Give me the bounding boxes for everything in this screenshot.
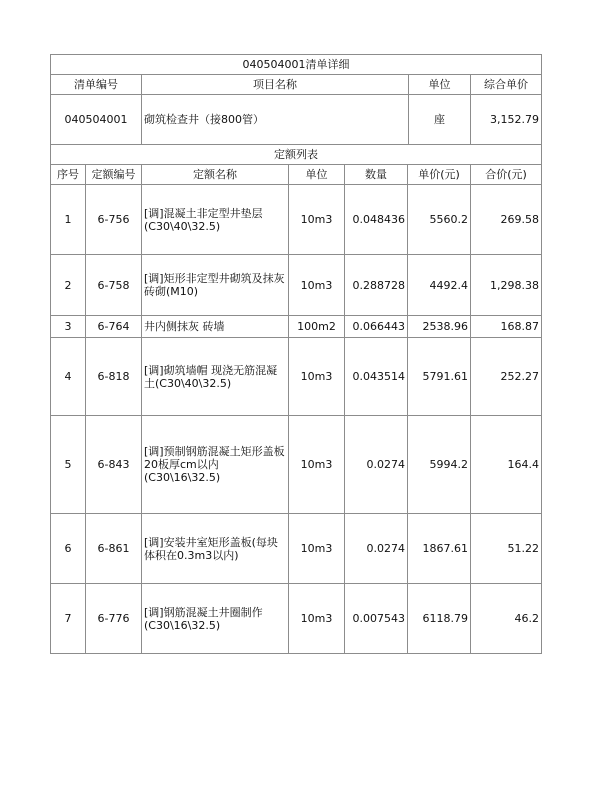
row-total: 51.22 [471,514,542,584]
row-seq: 4 [51,338,86,416]
row-name: [调]安装井室矩形盖板(每块体积在0.3m3以内) [142,514,289,584]
row-code: 6-861 [86,514,142,584]
quota-section-title: 定额列表 [51,145,542,165]
header-seq: 序号 [51,165,86,185]
row-seq: 5 [51,416,86,514]
row-name: [调]混凝土非定型井垫层(C30\40\32.5) [142,185,289,255]
table-title: 040504001清单详细 [51,55,542,75]
table-row [51,584,542,654]
quota-table [50,144,542,654]
table-row [51,514,542,584]
row-price: 5560.2 [408,185,471,255]
table-row [51,255,542,316]
item-code: 040504001 [51,95,142,145]
header-qty: 数量 [345,165,408,185]
row-price: 2538.96 [408,316,471,338]
row-qty: 0.066443 [345,316,408,338]
row-code: 6-818 [86,338,142,416]
row-qty: 0.043514 [345,338,408,416]
header-quota-unit: 单位 [289,165,345,185]
row-qty: 0.288728 [345,255,408,316]
row-seq: 2 [51,255,86,316]
row-price: 1867.61 [408,514,471,584]
item-name: 砌筑检查井（接800管） [142,95,409,145]
row-total: 168.87 [471,316,542,338]
table-row [51,416,542,514]
row-total: 164.4 [471,416,542,514]
header-quota-name: 定额名称 [142,165,289,185]
row-qty: 0.0274 [345,514,408,584]
row-unit: 10m3 [289,584,345,654]
header-unit-price: 单价(元) [408,165,471,185]
row-unit: 10m3 [289,416,345,514]
header-name: 项目名称 [142,75,409,95]
row-unit: 100m2 [289,316,345,338]
header-code: 清单编号 [51,75,142,95]
row-name: [调]矩形非定型井砌筑及抹灰 砖砌(M10) [142,255,289,316]
row-name: [调]钢筋混凝土井圈制作(C30\16\32.5) [142,584,289,654]
table-row [51,316,542,338]
row-price: 5994.2 [408,416,471,514]
row-seq: 6 [51,514,86,584]
row-price: 6118.79 [408,584,471,654]
row-total: 1,298.38 [471,255,542,316]
row-unit: 10m3 [289,255,345,316]
row-qty: 0.048436 [345,185,408,255]
row-seq: 3 [51,316,86,338]
header-total: 合价(元) [471,165,542,185]
row-price: 5791.61 [408,338,471,416]
header-unit: 单位 [409,75,471,95]
row-seq: 1 [51,185,86,255]
item-price: 3,152.79 [471,95,542,145]
header-price: 综合单价 [471,75,542,95]
row-code: 6-776 [86,584,142,654]
row-name: 井内侧抹灰 砖墙 [142,316,289,338]
row-code: 6-758 [86,255,142,316]
row-total: 252.27 [471,338,542,416]
row-price: 4492.4 [408,255,471,316]
row-name: [调]预制钢筋混凝土矩形盖板20板厚cm以内(C30\16\32.5) [142,416,289,514]
row-code: 6-843 [86,416,142,514]
bill-item-table [50,54,542,145]
row-total: 46.2 [471,584,542,654]
item-unit: 座 [409,95,471,145]
row-unit: 10m3 [289,338,345,416]
row-total: 269.58 [471,185,542,255]
header-quota-code: 定额编号 [86,165,142,185]
table-row [51,338,542,416]
row-qty: 0.007543 [345,584,408,654]
row-name: [调]砌筑墙帽 现浇无筋混凝土(C30\40\32.5) [142,338,289,416]
row-code: 6-756 [86,185,142,255]
row-qty: 0.0274 [345,416,408,514]
table-row [51,185,542,255]
row-unit: 10m3 [289,185,345,255]
row-seq: 7 [51,584,86,654]
row-code: 6-764 [86,316,142,338]
row-unit: 10m3 [289,514,345,584]
